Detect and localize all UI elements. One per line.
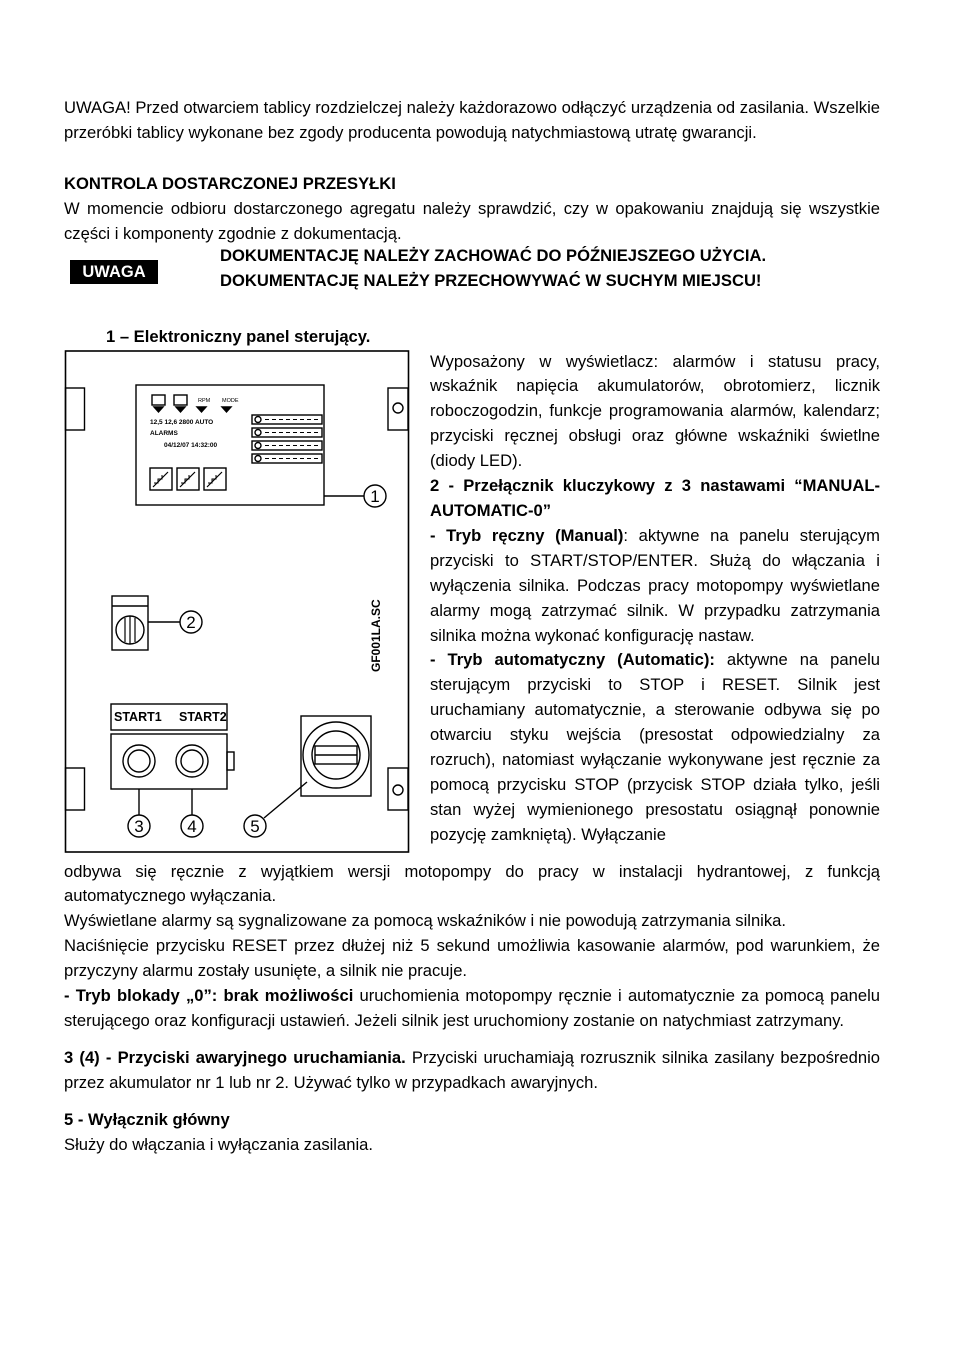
label-start2: START2 (179, 709, 227, 724)
section-3-text: Przyciski uruchamiają rozrusznik silnika zasilany bezpośrednio przez akumulator nr 1 lub nr 2. Używać tylko w przypadkach awaryjnych. (64, 1047, 880, 1092)
automatic-mode-continuation: odbywa się ręcznie z wyjątkiem wersji motopompy do pracy w instalacji hydrantowej, z funkcją automatycznego wyłączania. (64, 861, 880, 906)
display-head-rpm: RPM (198, 397, 211, 404)
reset-paragraph: Naciśnięcie przycisku RESET przez dłużej niż 5 sekund umożliwia kasowanie alarmów, pod warunkiem, że przyczyny alarmu zostały usunięte, a silnik nie pracuje. (64, 936, 880, 981)
display-head-mode: MODE (222, 397, 239, 404)
figure-side-text (430, 350, 880, 848)
display-line-2: ALARMS (150, 429, 178, 437)
callout-5: 5 (250, 816, 260, 836)
automatic-mode-label: - Tryb automatyczny (Automatic): (430, 650, 715, 670)
callout-4: 4 (187, 816, 197, 836)
manual-mode-paragraph (430, 524, 880, 649)
manual-mode-text: : aktywne na panelu sterującym przyciski to START/STOP/ENTER. Służą do włączania i wyłączenia silnika. Podczas pracy motopompy wyświetlane alarmy mogą zatrzymać silnik. W przypadku zatrzymania silnika można wykonać konfigurację nastaw. (430, 525, 880, 645)
warning-line-2: DOKUMENTACJĘ NALEŻY PRZECHOWYWAĆ W SUCHYM MIEJSCU! (220, 270, 762, 290)
section-1-title: 1 – Elektroniczny panel sterujący. (106, 326, 371, 346)
callout-1: 1 (370, 486, 380, 506)
control-panel-figure (64, 350, 412, 854)
warning-line-1: DOKUMENTACJĘ NALEŻY ZACHOWAĆ DO PÓŹNIEJSZEGO UŻYCIA. (220, 245, 767, 265)
warning-notice (64, 245, 880, 305)
label-start1: START1 (114, 709, 162, 724)
warning-badge: UWAGA (70, 260, 158, 284)
lock-mode-label: - Tryb blokady „0”: brak możliwości (64, 986, 354, 1006)
section-1-description: Wyposażony w wyświetlacz: alarmów i statusu pracy, wskaźnik napięcia akumulatorów, obrotomierz, licznik roboczogodzin, funkcje programowania alarmów, kalendarz; przyciski ręcznej obsługi oraz główne wskaźniki świetlne (diody LED). (430, 351, 880, 471)
section-5-text: Służy do włączania i wyłączania zasilania. (64, 1134, 373, 1154)
manual-mode-label: - Tryb ręczny (Manual) (430, 525, 624, 545)
document-page (64, 96, 880, 1158)
lock-mode-paragraph (64, 984, 880, 1034)
figure-code: GF001LA.SC (369, 598, 383, 672)
delivery-paragraph: W momencie odbioru dostarczonego agregatu należy sprawdzić, czy w opakowaniu znajdują się wszystkie części i komponenty zgodnie z dokumentacją. (64, 198, 880, 243)
section-3-paragraph (64, 1046, 880, 1096)
automatic-mode-text: aktywne na panelu sterującym przyciski to STOP i RESET. Silnik jest uruchamiany automatycznie, a sterowanie odbywa się po otwarciu styku wejścia (presostat odpowiedzialny za rozruch), natomiast wyłączanie wykonywane jest ręcznie za pomocą przycisku STOP (przycisk STOP działa tylko, jeśli stan wyżej wymienionego presostatu osiągnął ponownie pozycję zamkniętą). Wyłączanie (430, 650, 880, 844)
lock-mode-text: uruchomienia motopompy ręcznie i automatycznie za pomocą panelu sterującego oraz konfiguracji ustawień. Jeżeli silnik jest uruchomiony zostanie on natychmiast zatrzymany. (64, 986, 880, 1030)
callout-3: 3 (134, 816, 144, 836)
delivery-heading: KONTROLA DOSTARCZONEJ PRZESYŁKI (64, 173, 396, 193)
callout-2: 2 (186, 612, 196, 632)
section-3-title: 3 (4) - Przyciski awaryjnego uruchamiania. (64, 1047, 406, 1067)
section-5-title: 5 - Wyłącznik główny (64, 1109, 230, 1129)
alarms-paragraph: Wyświetlane alarmy są sygnalizowane za pomocą wskaźników i nie powodują zatrzymania silnika. (64, 911, 786, 931)
section-2-title: 2 - Przełącznik kluczykowy z 3 nastawami “MANUAL-AUTOMATIC-0” (430, 476, 880, 520)
automatic-mode-paragraph (430, 648, 880, 847)
intro-warning-paragraph: UWAGA! Przed otwarciem tablicy rozdzielczej należy każdorazowo odłączyć urządzenia od zasilania. Wszelkie przeróbki tablicy wykonane bez zgody producenta powodują natychmiastową utratę gwarancji. (64, 98, 880, 142)
display-line-3: 04/12/07 14:32:00 (164, 441, 218, 449)
display-line-1: 12,5 12,6 2800 AUTO (150, 418, 214, 426)
figure-row (64, 350, 880, 876)
warning-text (220, 243, 766, 293)
